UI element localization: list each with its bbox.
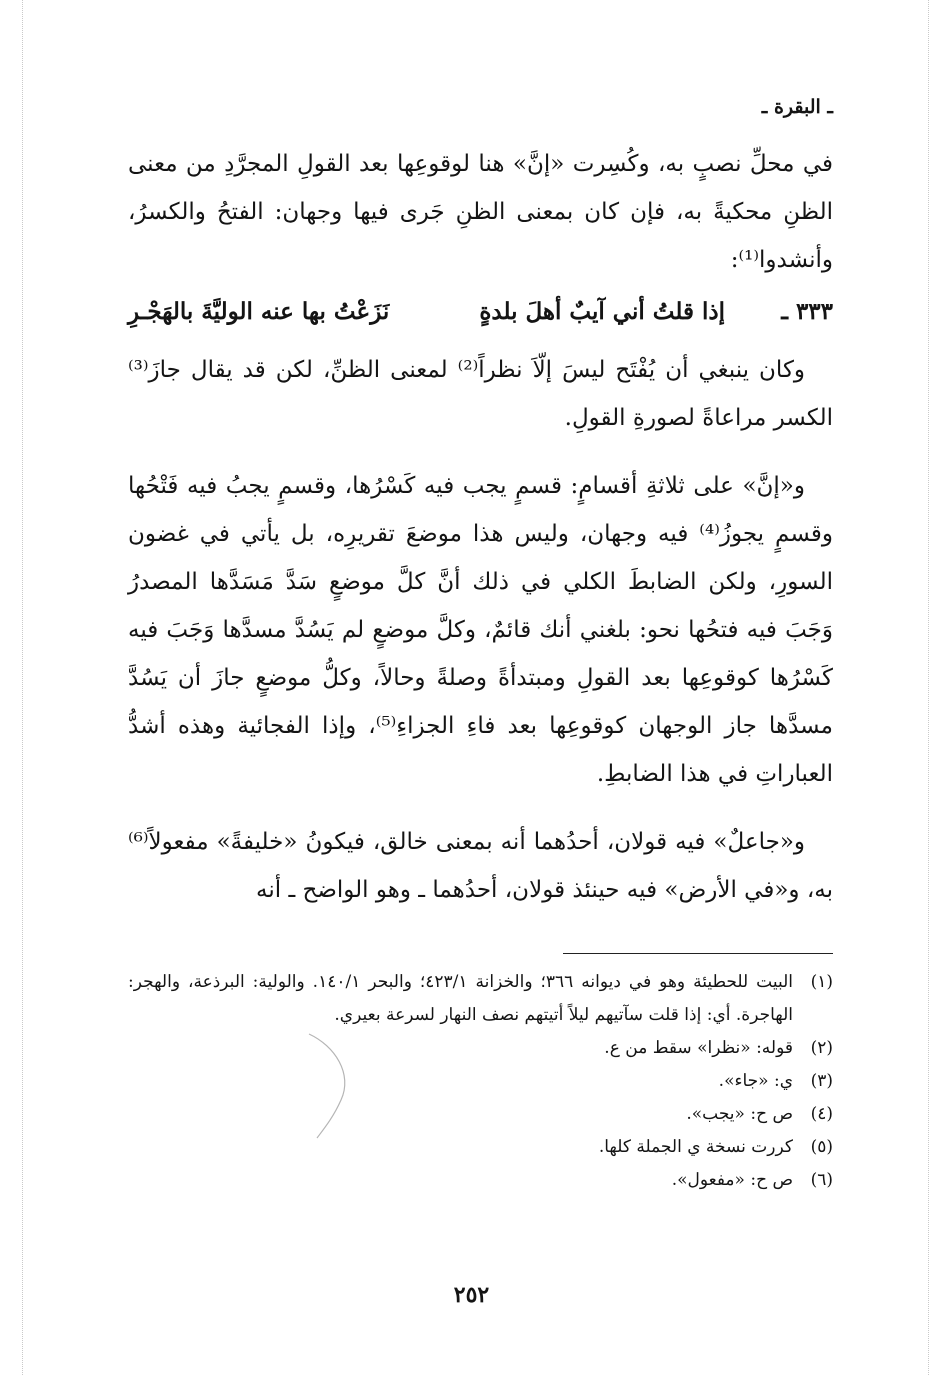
scan-margin-line-left: [22, 0, 23, 1375]
footnote-number: (٢): [810, 1038, 833, 1058]
poetry-verse: [128, 298, 833, 346]
footnote: [128, 1032, 833, 1065]
scan-margin-line-right: [928, 0, 929, 1375]
footnote-separator: [563, 953, 833, 954]
footnote-number: (٤): [810, 1104, 833, 1124]
paragraph-1: في محلِّ نصبٍ به، وكُسِرت «إنَّ» هنا لوقوعِها بعد القولِ المجرَّدِ من معنى الظنِ محكيةً به، فإن كان بمعنى الظنِ جَرى فيها وجهان: الفتحُ والكسرُ، وأنشدوا⁽¹⁾:: [128, 151, 833, 273]
page-number: ٢٥٢: [453, 1282, 490, 1308]
footnote-number: (١): [810, 972, 833, 992]
footnote-text: ي: «جاء».: [718, 1071, 793, 1091]
running-header: ـ البقرة ـ: [761, 96, 833, 118]
verse-number: ٣٣٣ ـ: [781, 298, 833, 325]
footnote-number: (٦): [810, 1170, 833, 1190]
paragraph-4: و«جاعلٌ» فيه قولان، أحدُهما أنه بمعنى خالق، فيكونُ «خليفةً» مفعولاً⁽⁶⁾ به، و«في الأرض» فيه حينئذ قولان، أحدُهما ـ وهو الواضح ـ أنه: [128, 829, 833, 903]
footnote-text: ص ح: «يجب».: [686, 1104, 793, 1124]
footnote: [128, 1065, 833, 1098]
pencil-mark: [295, 1030, 355, 1140]
paragraph-3: و«إنَّ» على ثلاثةِ أقسامٍ: قسمٍ يجب فيه كَسْرُها، وقسمٍ يجبُ فيه فَتْحُها وقسمٍ يجوزُ⁽⁴⁾ فيه وجهان، وليس هذا موضعَ تقريرِه، بل يأتي في غضون السورِ، ولكن الضابطَ الكلي في ذلك أنَّ كلَّ موضعٍ سَدَّ مَسَدَّها المصدرُ وَجَبَ فيه فتحُها نحو: بلغني أنك قائمٌ، وكلَّ موضعٍ لم يَسُدَّ مسدَّها وَجَبَ فيه كَسْرُها كوقوعِها بعد القولِ ومبتدأةً وصلةً وحالاً، وكلُّ موضعٍ جازَ أن يَسُدَّ مسدَّها جاز الوجهان كوقوعِها بعد فاءِ الجزاءِ⁽⁵⁾، وإذا الفجائية وهذه أشدُّ العباراتِ في هذا الضابطِ.: [128, 473, 833, 787]
footnote: [128, 1164, 833, 1197]
footnote-text: البيت للحطيئة وهو في ديوانه ٣٦٦؛ والخزانة ٤٢٣/١؛ والبحر ١٤٠/١. والولية: البرذعة، والهجر: الهاجرة. أي: إذا قلت سآتيهم ليلاً أتيتهم نصف النهار لسرعة بعيري.: [128, 972, 793, 1025]
footnote: [128, 966, 833, 1032]
footnote: [128, 1131, 833, 1164]
footnote: [128, 1098, 833, 1131]
footnote-number: (٣): [810, 1071, 833, 1091]
paragraph-2: وكان ينبغي أن يُفْتَح ليسَ إلّاَ نظراً⁽²⁾ لمعنى الظنِّ، لكن قد يقال جازَ⁽³⁾ الكسر مراعاةً لصورةِ القولِ.: [128, 357, 833, 431]
footnote-text: ص ح: «مفعول».: [671, 1170, 793, 1190]
main-text: [128, 140, 833, 914]
footnote-text: قوله: «نظرا» سقط من ع.: [604, 1038, 793, 1058]
verse-first-hemistich: إذا قلتُ أني آيبٌ أهلَ بلدةٍ: [479, 298, 725, 325]
footnotes: [128, 966, 833, 1197]
footnote-text: كررت نسخة ي الجملة كلها.: [598, 1137, 793, 1157]
verse-second-hemistich: نَزَعْتُ بها عنه الوليَّةَ بالهَجْـرِ: [128, 298, 390, 325]
footnote-number: (٥): [810, 1137, 833, 1157]
